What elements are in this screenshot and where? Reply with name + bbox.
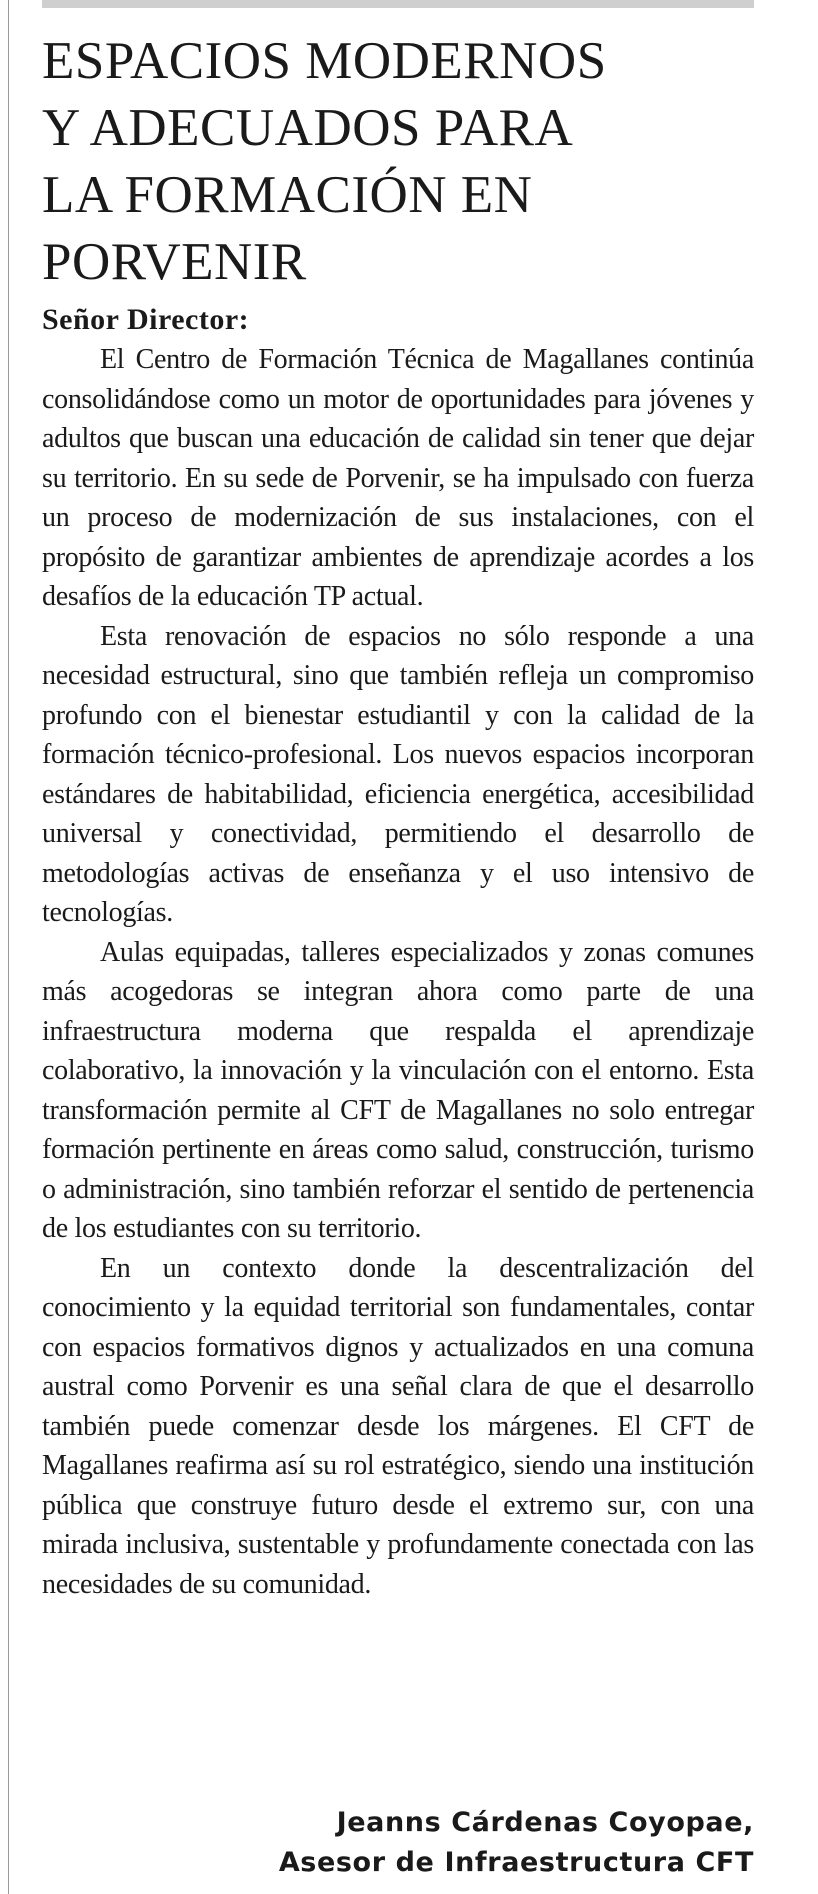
letter-to-editor (42, 28, 754, 1604)
headline-line: Y ADECUADOS PARA (42, 99, 574, 157)
headline-line: ESPACIOS MODERNOS (42, 32, 607, 90)
body-paragraph: Aulas equipadas, talleres especializados y zonas comunes más acogedoras se integran ahora como parte de una infraestructura moderna que respalda el aprendizaje colaborativo, la innovación y la vinculación con el entorno. Esta transformación permite al CFT de Magallanes no solo entregar formación pertinente en áreas como salud, construcción, turismo o administración, sino también reforzar el sentido de pertenencia de los estudiantes con su territorio. (42, 936, 754, 1244)
top-rule (42, 0, 754, 8)
body-paragraph: El Centro de Formación Técnica de Magallanes continúa consolidándose como un motor de oportunidades para jóvenes y adultos que buscan una educación de calidad sin tener que dejar su territorio. En su sede de Porvenir, se ha impulsado con fuerza un proceso de modernización de sus instalaciones, con el propósito de garantizar ambientes de aprendizaje acordes a los desafíos de la educación TP actual. (42, 344, 754, 612)
body-paragraph: En un contexto donde la descentralización del conocimiento y la equidad territorial son fundamentales, contar con espacios formativos dignos y actualizados en una comuna austral como Porvenir es una señal clara de que el desarrollo también puede comenzar desde los márgenes. El CFT de Magallanes reafirma así su rol estratégico, siendo una institución pública que construye futuro desde el extremo sur, con una mirada inclusiva, sustentable y profundamente conectada con las necesidades de su comunidad. (42, 1252, 754, 1600)
letter-body (42, 340, 754, 1604)
signature-block (279, 1803, 754, 1883)
body-paragraph: Esta renovación de espacios no sólo responde a una necesidad estructural, sino que también refleja un compromiso profundo con el bienestar estudiantil y con la calidad de la formación técnico-profesional. Los nuevos espacios incorporan estándares de habitabilidad, eficiencia energética, accesibilidad universal y conectividad, permitiendo el desarrollo de metodologías activas de enseñanza y el uso intensivo de tecnologías. (42, 620, 754, 928)
signature-title: Asesor de Infraestructura CFT (278, 1847, 754, 1878)
headline (42, 28, 754, 296)
salutation: Señor Director: (42, 303, 250, 336)
column-divider (8, 0, 9, 1894)
headline-line: PORVENIR (42, 233, 307, 291)
headline-line: LA FORMACIÓN EN (42, 166, 533, 224)
signature-name: Jeanns Cárdenas Coyopae, (336, 1807, 754, 1838)
